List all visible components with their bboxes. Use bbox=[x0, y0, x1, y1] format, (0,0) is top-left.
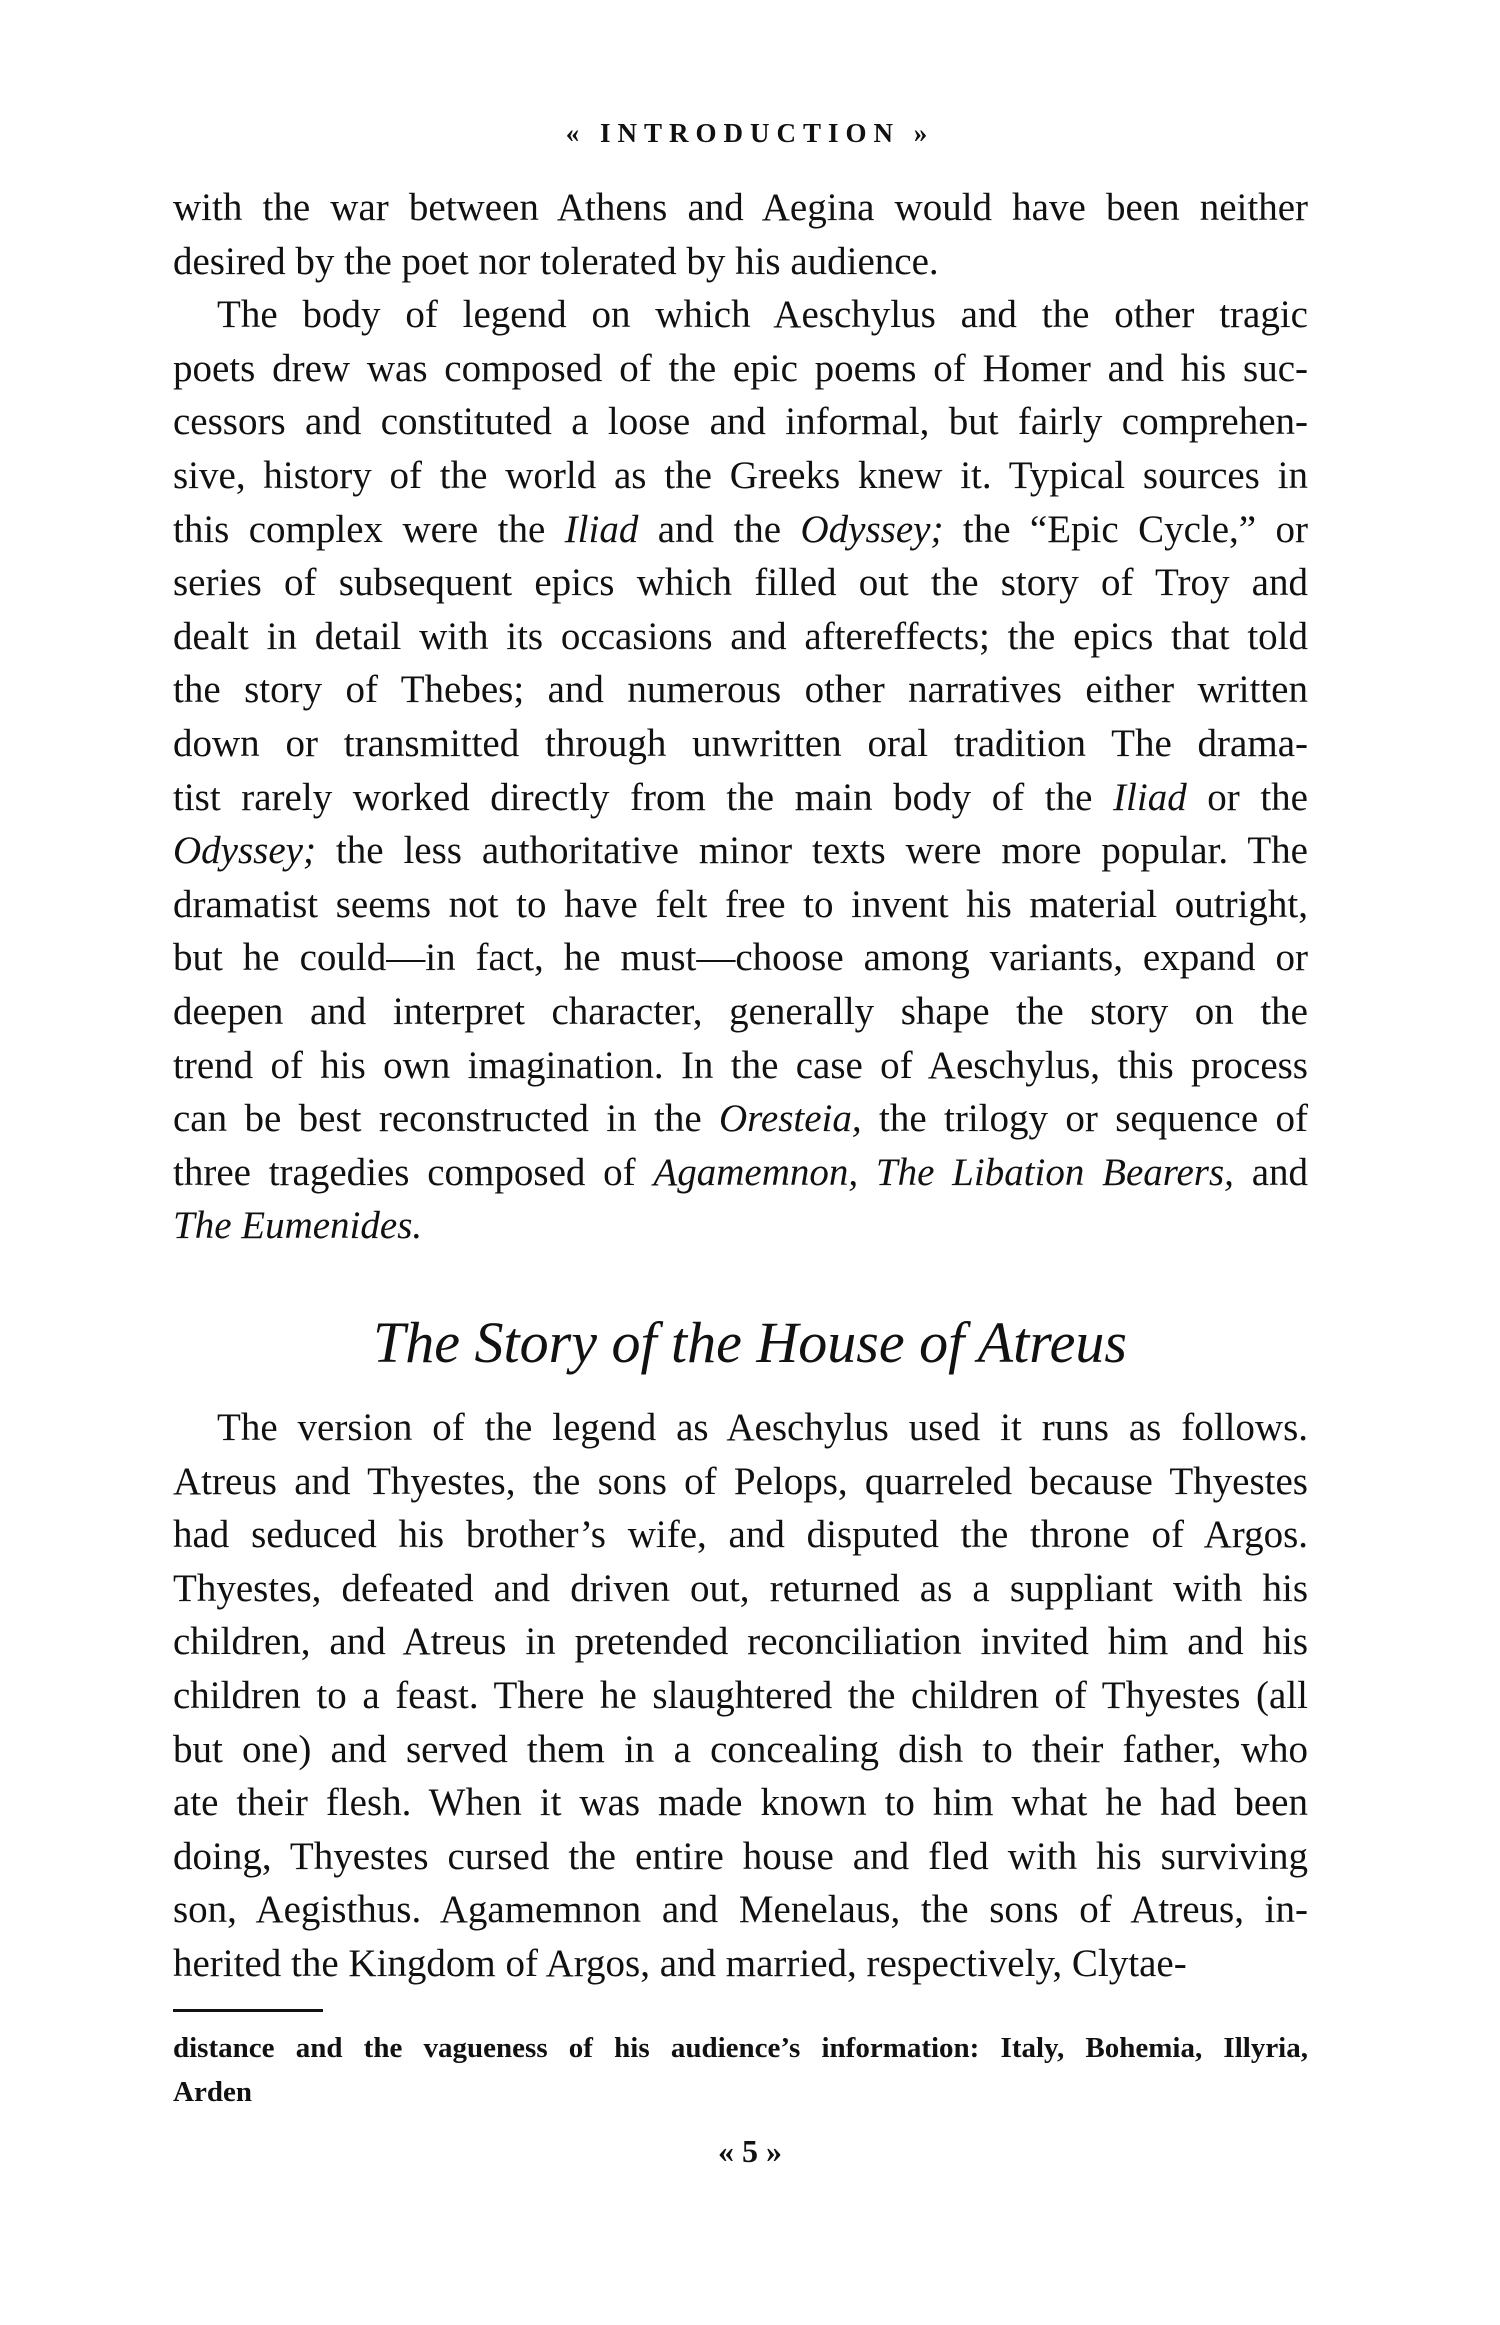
text-line bbox=[173, 717, 1308, 771]
italic-title: The Eumenides. bbox=[173, 1204, 423, 1248]
text-line bbox=[173, 449, 1308, 503]
text-run: The body of legend on which Aeschylus and the other tragic bbox=[217, 293, 1308, 337]
text-run: and the bbox=[638, 507, 801, 551]
text-line bbox=[173, 931, 1308, 985]
text-line bbox=[173, 1937, 1308, 1991]
text-run: can be best reconstructed in the bbox=[173, 1097, 720, 1141]
text-run: ate their flesh. When it was made known to him what he had been bbox=[173, 1781, 1308, 1825]
italic-title: Odyssey; bbox=[173, 829, 316, 873]
text-line bbox=[173, 1455, 1308, 1509]
text-line bbox=[173, 181, 1308, 235]
text-line bbox=[173, 503, 1308, 557]
text-run: The version of the legend as Aeschylus used it runs as follows. bbox=[217, 1406, 1308, 1449]
footnote-line: Arden bbox=[173, 2076, 252, 2108]
text-line bbox=[173, 1508, 1308, 1562]
text-run: tist rarely worked directly from the main body of the bbox=[173, 775, 1114, 819]
text-line bbox=[173, 663, 1308, 717]
text-run: and bbox=[1233, 1150, 1309, 1194]
text-run: children to a feast. There he slaughtered the children of Thyestes (all bbox=[173, 1674, 1308, 1717]
italic-title: Oresteia, bbox=[719, 1097, 862, 1141]
text-run: cessors and constituted a loose and informal, but fairly comprehen- bbox=[173, 400, 1308, 444]
italic-title: Iliad bbox=[1113, 775, 1187, 819]
text-line bbox=[173, 610, 1308, 664]
text-run: deepen and interpret character, generally shape the story on the bbox=[173, 990, 1308, 1033]
running-head: « INTRODUCTION » bbox=[565, 118, 935, 148]
text-run: the story of Thebes; and numerous other narratives either written bbox=[173, 668, 1308, 712]
text-line bbox=[173, 1776, 1308, 1830]
text-run: Thyestes, defeated and driven out, returned as a suppliant with his bbox=[173, 1566, 1308, 1610]
text-line bbox=[173, 342, 1308, 396]
text-run: but one) and served them in a concealing dish to their father, who bbox=[173, 1727, 1308, 1771]
italic-title: Odyssey; bbox=[800, 507, 944, 551]
text-run: Atreus and Thyestes, the sons of Pelops, quarreled because Thyestes bbox=[173, 1459, 1308, 1503]
text-run: the “Epic Cycle,” or bbox=[943, 507, 1308, 551]
text-line bbox=[173, 288, 1308, 342]
text-run: had seduced his brother’s wife, and disputed the throne of Argos. bbox=[173, 1513, 1308, 1557]
text-line bbox=[173, 1092, 1308, 1146]
text-line bbox=[173, 1883, 1308, 1937]
footnote-line: distance and the vagueness of his audience’s information: Italy, Bohemia, Illyria, bbox=[173, 2032, 1308, 2064]
text-run: son, Aegisthus. Agamemnon and Menelaus, the sons of Atreus, in- bbox=[173, 1888, 1308, 1932]
text-line bbox=[173, 824, 1308, 878]
text-run: down or transmitted through unwritten oral tradition The drama- bbox=[173, 722, 1308, 765]
text-run: sive, history of the world as the Greeks knew it. Typical sources in bbox=[173, 454, 1308, 497]
text-run: children, and Atreus in pretended reconciliation invited him and his bbox=[173, 1620, 1308, 1664]
page-number: « 5 » bbox=[718, 2133, 782, 2169]
text-line bbox=[173, 556, 1308, 610]
text-run: dealt in detail with its occasions and aftereffects; the epics that told bbox=[173, 614, 1308, 658]
text-line bbox=[173, 395, 1308, 449]
text-line bbox=[173, 1199, 1308, 1253]
text-line bbox=[173, 235, 1308, 289]
text-run: the less authoritative minor texts were more popular. The bbox=[315, 829, 1308, 873]
text-line bbox=[173, 1723, 1308, 1777]
text-run: dramatist seems not to have felt free to invent his material outright, bbox=[173, 882, 1308, 926]
text-run: or the bbox=[1186, 775, 1308, 819]
text-line bbox=[173, 878, 1308, 932]
text-run: series of subsequent epics which filled out the story of Troy and bbox=[173, 561, 1308, 605]
text-line bbox=[173, 1562, 1308, 1616]
text-line bbox=[173, 1669, 1308, 1723]
text-run: desired by the poet nor tolerated by his audience. bbox=[173, 239, 939, 283]
text-run: with the war between Athens and Aegina would have been neither bbox=[173, 186, 1308, 229]
text-run: herited the Kingdom of Argos, and married, respectively, Clytae- bbox=[173, 1942, 1187, 1985]
text-line bbox=[173, 1830, 1308, 1884]
text-run: poets drew was composed of the epic poems of Homer and his suc- bbox=[173, 346, 1308, 390]
footnote-rule bbox=[173, 2009, 323, 2012]
text-line bbox=[173, 985, 1308, 1039]
text-run: trend of his own imagination. In the case of Aeschylus, this process bbox=[173, 1043, 1308, 1087]
text-line bbox=[173, 1401, 1308, 1455]
text-line bbox=[173, 1146, 1308, 1200]
italic-title: Agamemnon, The Libation Bearers, bbox=[653, 1150, 1234, 1194]
text-line bbox=[173, 1039, 1308, 1093]
text-run: the trilogy or sequence of bbox=[861, 1097, 1309, 1141]
section-heading: The Story of the House of Atreus bbox=[373, 1310, 1127, 1375]
text-line bbox=[173, 1615, 1308, 1669]
text-line bbox=[173, 771, 1308, 825]
text-run: doing, Thyestes cursed the entire house and fled with his surviving bbox=[173, 1834, 1308, 1878]
text-run: this complex were the bbox=[173, 507, 565, 551]
text-run: three tragedies composed of bbox=[173, 1150, 654, 1194]
text-run: but he could—in fact, he must—choose among variants, expand or bbox=[173, 936, 1308, 980]
italic-title: Iliad bbox=[564, 507, 639, 551]
